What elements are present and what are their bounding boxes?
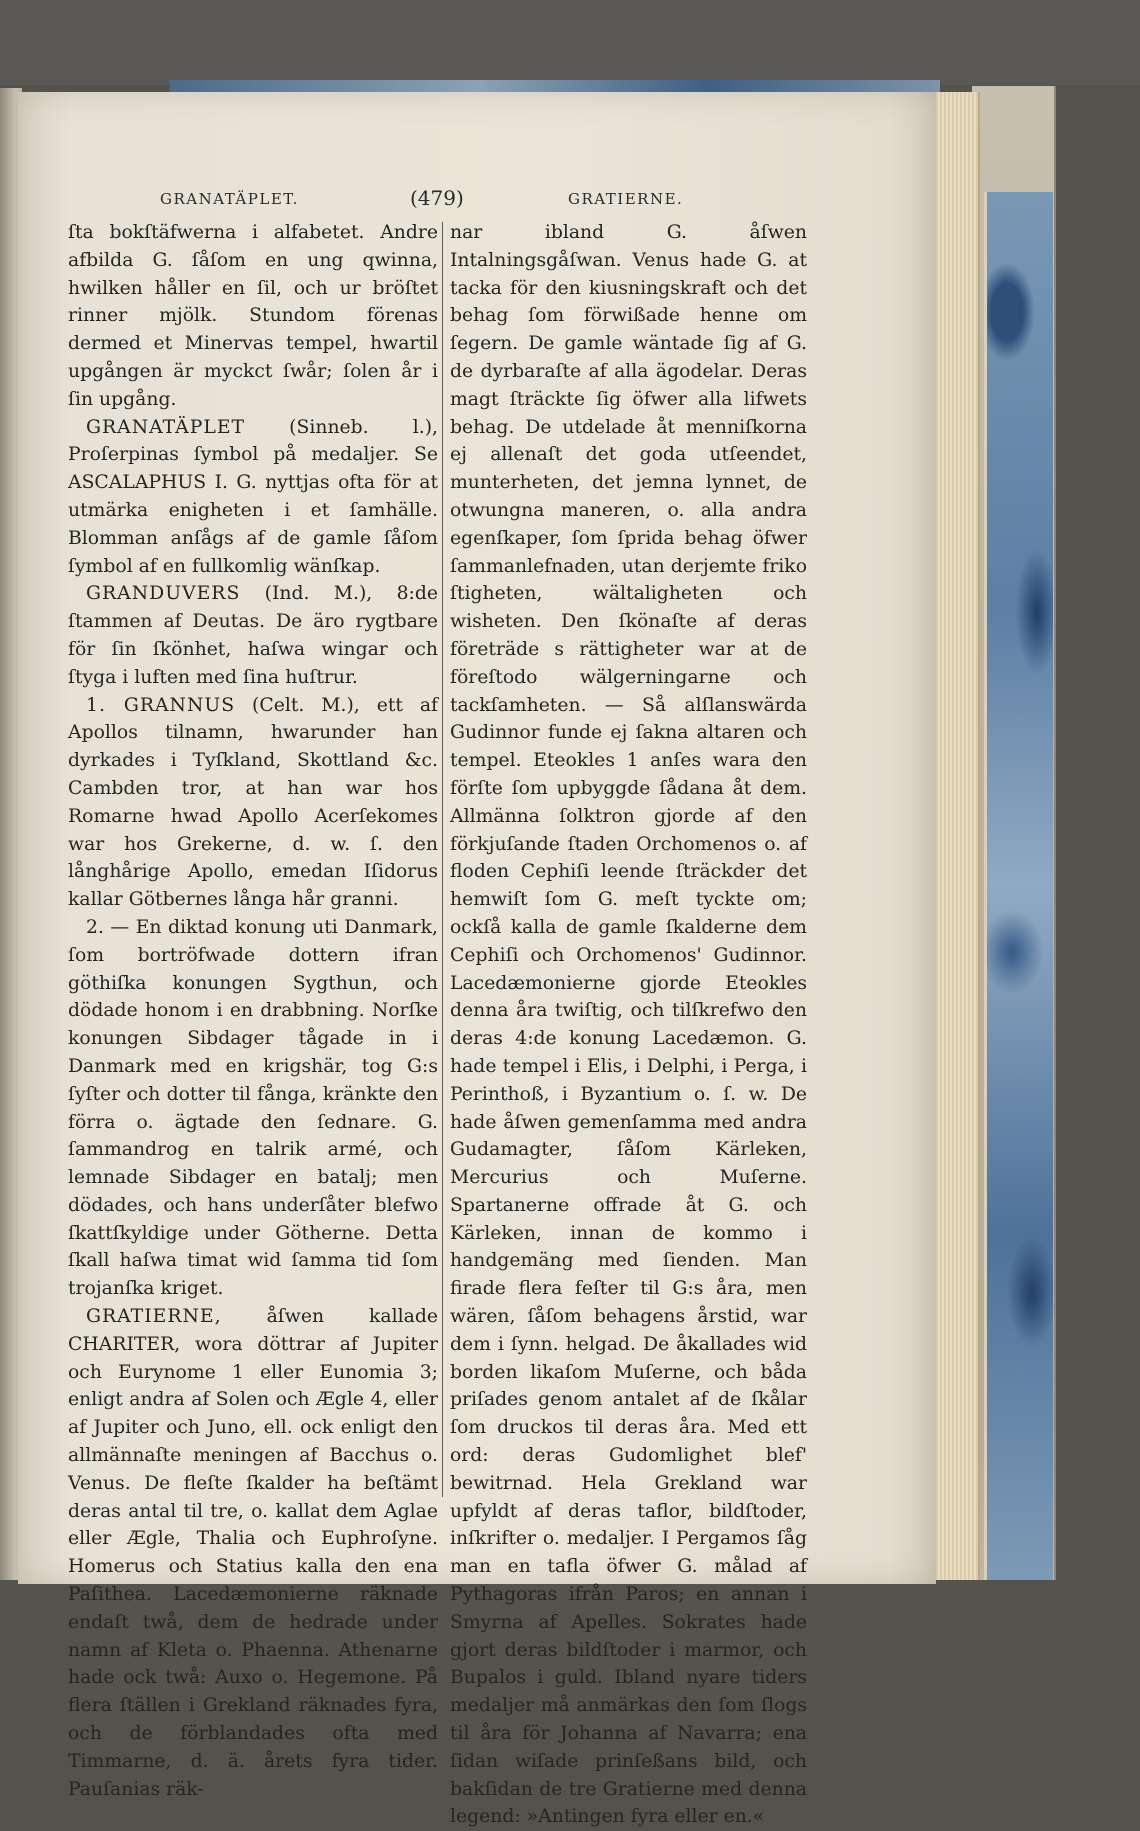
entry-headword: GRANATÄPLET — [86, 416, 246, 438]
entry-headword: GRANDUVERS — [86, 583, 241, 605]
page-edges — [930, 92, 980, 1587]
entry-grannus — [68, 692, 438, 914]
entry-body: (Sinneb. l.), Proſerpinas ſymbol på medaljer. Se ASCALAPHUS I. G. nyttjas ofta för at utmärka enigheten i et ſamhälle. Blomman anſågs af de gamle ſåſom ſymbol af en fullkomlig wänſkap. — [68, 416, 438, 577]
entry-body: (Ind. M.), 8:de ſtammen af Deutas. De äro rygtbare för ſin ſkönhet, haſwa wingar och ſtyga i luften med ſina huſtrur. — [68, 583, 438, 688]
entry-headword: GRATIERNE, — [86, 1306, 222, 1328]
entry-gratierne — [68, 1303, 438, 1803]
header-right-title: GRATIERNE. — [568, 190, 684, 208]
page-number: (479) — [410, 186, 464, 210]
header-left-title: GRANATÄPLET. — [160, 190, 299, 208]
entry-headword: 1. GRANNUS — [86, 694, 236, 716]
entry-granduvers — [68, 580, 438, 691]
marbled-cover — [984, 192, 1053, 1582]
background-top — [0, 0, 1140, 85]
paragraph: ſta bokſtäfwerna i alfabetet. Andre afbilda G. ſåſom en ung qwinna, hwilken håller en ſil, och ur bröſtet rinner mjölk. Stundom förenas dermed et Minervas tempel, hwartil upgången är myckct ſwår; ſolen år i ſin upgång. — [68, 222, 438, 410]
paragraph: nar ibland G. åſwen Intalningsgåſwan. Venus hade G. at tacka för den kiusningskraft och det behag ſom förwißade henne om ſegern. De gamle wäntade ſig af G. de dyrbaraſte af alla ägodelar. Deras magt ſträckte ſig öfwer alla lifwets behag. De utdelade åt menniſkorna ej allenaſt det goda utſeendet, munterheten, det jemna lynnet, de otwungna maneren, o. alla andra egenſkaper, ſom ſprida behag öfwer ſammanlefnaden, utan derjemte friko ſtigheten, wältaligheten och wisheten. Den ſkönaſte af deras företräde s rättigheter war at de föreſtodo wälgerningarne och tackſamheten. — Så alſlanswärda Gudinnor funde ej ſakna altaren och tempel. Eteokles 1 anſes wara den förſte ſom upbyggde ſådana åt dem. Allmänna ſolktron gjorde af den förkjuſande ſtaden Orchomenos o. af floden Cephiſi leende ſträckder det hemwiſt ſom G. meſt tyckte om; ockſå kalla de gamle ſkalderne dem Cephiſi och Orchomenos' Gudinnor. Lacedæmonierne gjorde Eteokles denna åra twiſtig, och tilſkrefwo den deras 4:de konung Lacedæmon. G. hade tempel i Elis, i Delphi, i Perga, i Perinthoß, i Byzantium o. ſ. w. De hade åſwen gemenſamma med andra Gudamagter, ſåſom Kärleken, Mercurius och Muſerne. Spartanerne offrade åt G. och Kärleken, innan de kommo i handgemäng med ſienden. Man firade flera feſter til G:s åra, men wären, ſåſom behagens årstid, war dem i ſynn. helgad. De åkallades wid borden likaſom Muſerne, och båda priſades genom antalet af de ſkålar ſom druckos til deras åra. Med ett ord: deras Gudomlighet blef' bewitrnad. Hela Grekland war upfyldt af deras taflor, bildſtoder, inſkrifter o. medaljer. I Pergamos ſåg man en tafla öfwer G. målad af Pythagoras ifrån Paros; en annan i Smyrna af Apelles. Sokrates hade gjort deras bildſtoder i marmor, och Bupalos i guld. Ibland nyare tiders medaljer må anmärkas den ſom ſlogs til åra för Johanna af Navarra; ena ſidan wiſade prinſeßans bild, och bakſidan de tre Gratierne med denna legend: »Antingen fyra eller en.« — [450, 222, 807, 1828]
paragraph: 2. — En diktad konung uti Danmark, ſom bortröfwade dottern ifran göthiſka konungen Sygthun, och dödade honom i en drabbning. Norſke konungen Sibdager tågade in i Danmark med en krigshär, tog G:s ſyſter och dotter til fånga, kränkte den förra o. ägtade den ſednare. G. ſammandrog en talrik armé, och lemnade Sibdager en batalj; men dödades, och hans underſåter blefwo ſkattſkyldige under Götherne. Detta ſkall haſwa timat wid ſamma tid ſom trojanſka kriget. — [68, 916, 438, 1300]
entry-body: (Celt. M.), ett af Apollos tilnamn, hwarunder han dyrkades i Tyſkland, Skottland &c. Cambden tror, at han war hos Romarne hwad Apollo Acerſekomes war hos Grekerne, d. w. ſ. den långhårige Apollo, emedan Iſidorus kallar Götbernes långa hår granni. — [68, 694, 438, 911]
left-column — [68, 219, 438, 1800]
entry-body: åſwen kallade CHARITER, wora döttrar af Jupiter och Eurynome 1 eller Eunomia 3; enligt andra af Solen och Ægle 4, eller af Jupiter och Juno, ell. ock enligt den allmännaſte meningen af Bacchus o. Venus. De fleſte ſkalder ha beſtämt deras antal til tre, o. kallat dem Aglae eller Ægle, Thalia och Euphroſyne. Homerus och Statius kalla den ena Paſithea. Lacedæmonierne räknade endaſt twå, dem de hedrade under namn af Kleta o. Phaenna. Athenarne hade ock twå: Auxo o. Hegemone. På flera ſtällen i Grekland räknades fyra, och de förblandades ofta med Timmarne, d. ä. årets fyra tider. Pauſanias räk- — [68, 1306, 438, 1800]
column-divider — [442, 222, 443, 1497]
entry-granataplet — [68, 414, 438, 581]
right-column — [450, 219, 807, 1828]
running-header — [160, 186, 705, 216]
